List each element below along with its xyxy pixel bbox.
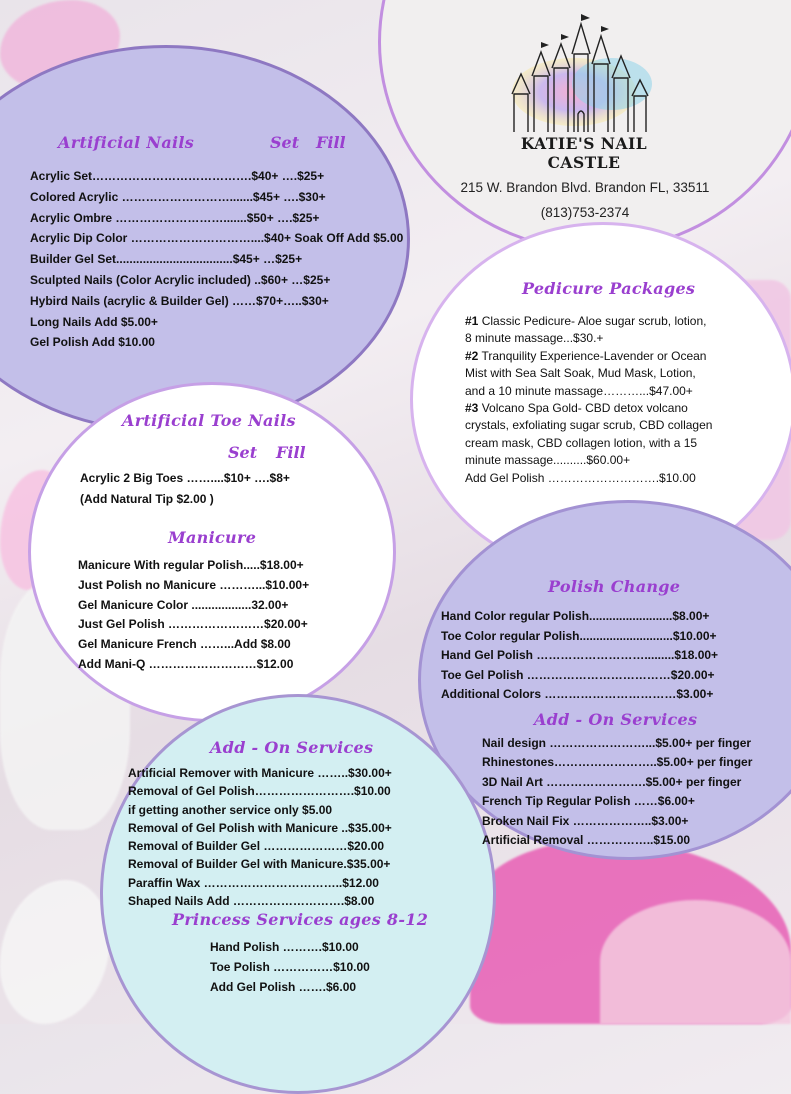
brand-logo bbox=[494, 14, 674, 174]
list-item: Toe Polish ……………$10.00 bbox=[210, 960, 370, 974]
list-item: Hand Gel Polish ……………………….........$18.00+ bbox=[441, 648, 719, 663]
list-item: Long Nails Add $5.00+ bbox=[30, 314, 158, 329]
list-item: 8 minute massage...$30.+ bbox=[465, 331, 604, 346]
brand-name: KATIE'S NAIL CASTLE bbox=[520, 134, 648, 172]
list-item: Acrylic Ombre ……………………….......$50+ ….$25+ bbox=[30, 210, 320, 225]
artificial-nails-list bbox=[30, 166, 403, 353]
list-item: #2 Tranquility Experience-Lavender or Ocean bbox=[465, 348, 707, 363]
toe-nails-title: Artificial Toe Nails bbox=[122, 411, 296, 430]
list-item: Hybird Nails (acrylic & Builder Gel) ……$70+…..$30+ bbox=[30, 293, 329, 308]
list-item: Additional Colors ……………………………$3.00+ bbox=[441, 687, 714, 702]
list-item: Removal of Gel Polish…………………….$10.00 bbox=[128, 784, 391, 799]
toe-nails-fill-header: Fill bbox=[276, 443, 306, 462]
princess-title: Princess Services ages 8-12 bbox=[172, 910, 429, 929]
list-item: Sculpted Nails (Color Acrylic included) ..$60+ …$25+ bbox=[30, 272, 331, 287]
list-item: Add Mani-Q ………………………$12.00 bbox=[78, 656, 294, 671]
list-item: Add Gel Polish ……………………….$10.00 bbox=[465, 470, 696, 485]
list-item: crystals, exfoliating sugar scrub, CBD collagen bbox=[465, 418, 713, 433]
toe-nails-set-header: Set bbox=[228, 443, 258, 462]
princess-list bbox=[210, 937, 370, 997]
list-item: Just Polish no Manicure ………...$10.00+ bbox=[78, 577, 310, 592]
list-item: Artificial Remover with Manicure ……..$30.00+ bbox=[128, 766, 392, 780]
manicure-list bbox=[78, 556, 309, 675]
list-item: Gel Polish Add $10.00 bbox=[30, 335, 155, 350]
list-item: Acrylic Dip Color …………………………....$40+ Soak Off Add $5.00 bbox=[30, 231, 404, 246]
list-item: Toe Gel Polish ………………………………$20.00+ bbox=[441, 667, 715, 682]
list-item: Just Gel Polish ……………………$20.00+ bbox=[78, 617, 308, 632]
list-item: Paraffin Wax ……………………………..$12.00 bbox=[128, 875, 379, 890]
addon-left-list bbox=[128, 764, 392, 910]
pedicure-list bbox=[465, 313, 712, 487]
list-item: Nail design ……………………...$5.00+ per finger bbox=[482, 736, 752, 750]
list-item: Removal of Builder Gel with Manicure.$35.00+ bbox=[128, 857, 391, 872]
list-item: Manicure With regular Polish.....$18.00+ bbox=[78, 558, 304, 572]
rose-petal-decoration bbox=[0, 880, 110, 1024]
list-item: and a 10 minute massage………...$47.00+ bbox=[465, 383, 693, 398]
list-item: Removal of Gel Polish with Manicure ..$35.00+ bbox=[128, 820, 392, 835]
brand-address: 215 W. Brandon Blvd. Brandon FL, 33511 bbox=[460, 180, 710, 195]
artificial-nails-title: Artificial Nails bbox=[58, 133, 195, 152]
list-item: Mist with Sea Salt Soak, Mud Mask, Lotion, bbox=[465, 366, 696, 381]
rose-petal-decoration bbox=[600, 900, 791, 1024]
list-item: Gel Manicure French ……...Add $8.00 bbox=[78, 637, 291, 652]
addon-right-title: Add - On Services bbox=[534, 710, 698, 729]
list-item: Toe Color regular Polish............................$10.00+ bbox=[441, 628, 717, 643]
list-item: 3D Nail Art …………………….$5.00+ per finger bbox=[482, 774, 742, 789]
list-item: Broken Nail Fix ………………..$3.00+ bbox=[482, 813, 689, 828]
list-item: #1 Classic Pedicure- Aloe sugar scrub, lotion, bbox=[465, 314, 707, 328]
toe-nails-list bbox=[80, 468, 290, 510]
list-item: Gel Manicure Color ..................32.00+ bbox=[78, 597, 289, 612]
list-item: #3 Volcano Spa Gold- CBD detox volcano bbox=[465, 401, 688, 416]
polish-change-list bbox=[441, 607, 718, 705]
artificial-nails-set-header: Set bbox=[270, 133, 300, 152]
list-item: Rhinestones……………………..$5.00+ per finger bbox=[482, 755, 753, 770]
list-item: French Tip Regular Polish ……$6.00+ bbox=[482, 794, 695, 809]
manicure-title: Manicure bbox=[168, 528, 257, 547]
list-item: Acrylic 2 Big Toes ……....$10+ ….$8+ bbox=[80, 471, 290, 485]
list-item: cream mask, CBD collagen lotion, with a 15 bbox=[465, 435, 698, 450]
list-item: Shaped Nails Add ……………………….$8.00 bbox=[128, 894, 375, 909]
list-item: Hand Polish ……….$10.00 bbox=[210, 940, 359, 954]
brand-phone: (813)753-2374 bbox=[540, 205, 630, 220]
artificial-nails-fill-header: Fill bbox=[316, 133, 346, 152]
list-item: Artificial Removal ……………..$15.00 bbox=[482, 833, 691, 848]
list-item: (Add Natural Tip $2.00 ) bbox=[80, 491, 214, 506]
list-item: Acrylic Set………………………………….$40+ ….$25+ bbox=[30, 169, 325, 183]
list-item: Add Gel Polish …….$6.00 bbox=[210, 980, 357, 994]
list-item: Hand Color regular Polish.........................$8.00+ bbox=[441, 609, 710, 623]
addon-right-list bbox=[482, 734, 752, 850]
list-item: minute massage..........$60.00+ bbox=[465, 453, 631, 468]
pedicure-title: Pedicure Packages bbox=[522, 279, 696, 298]
addon-left-title: Add - On Services bbox=[210, 738, 374, 757]
list-item: Colored Acrylic ……………………….......$45+ ….$30+ bbox=[30, 189, 326, 204]
list-item: Builder Gel Set...................................$45+ …$25+ bbox=[30, 252, 303, 267]
list-item: if getting another service only $5.00 bbox=[128, 802, 333, 817]
castle-logo-icon bbox=[494, 14, 674, 134]
polish-change-title: Polish Change bbox=[548, 577, 681, 596]
list-item: Removal of Builder Gel …………………$20.00 bbox=[128, 839, 385, 854]
